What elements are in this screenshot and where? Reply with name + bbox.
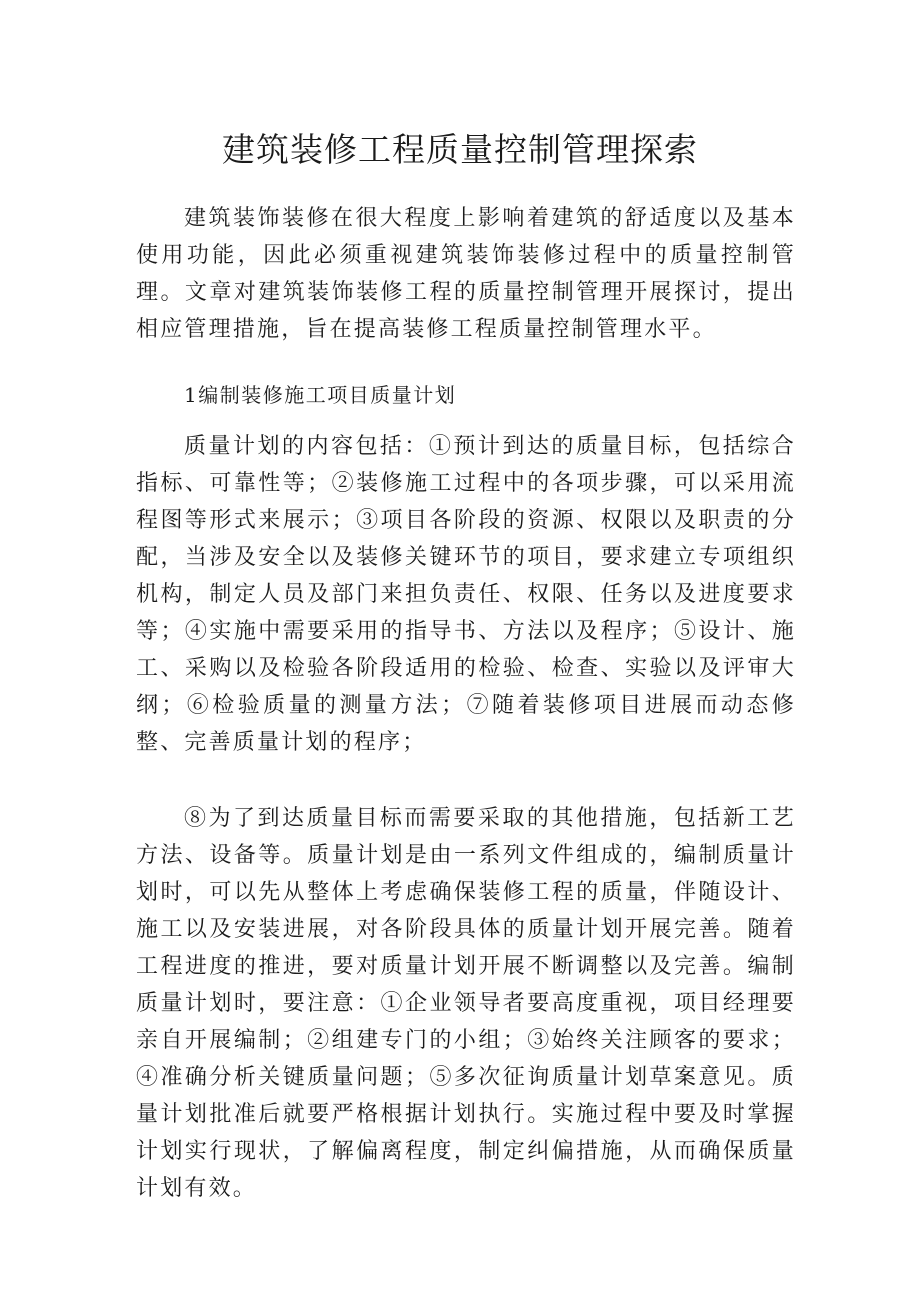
body-paragraph-1: 质量计划的内容包括：①预计到达的质量目标，包括综合指标、可靠性等；②装修施工过程中的各项步骤，可以采用流程图等形式来展示；③项目各阶段的资源、权限以及职责的分配，当涉及安全以及装修关键环节的项目，要求建立专项组织机构，制定人员及部门来担负责任、权限、任务以及进度要求等；④实施中需要采用的指导书、方法以及程序；⑤设计、施工、采购以及检验各阶段适用的检验、检查、实验以及评审大纲；⑥检验质量的测量方法；⑦随着装修项目进展而动态修整、完善质量计划的程序；: [136, 434, 796, 755]
section-heading: 1编制装修施工项目质量计划: [184, 383, 457, 407]
document-title: 建筑装修工程质量控制管理探索: [222, 130, 698, 169]
body-paragraph-2: ⑧为了到达质量目标而需要采取的其他措施，包括新工艺方法、设备等。质量计划是由一系列文件组成的，编制质量计划时，可以先从整体上考虑确保装修工程的质量，伴随设计、施工以及安装进展，对各阶段具体的质量计划开展完善。随着工程进度的推进，要对质量计划开展不断调整以及完善。编制质量计划时，要注意：①企业领导者要高度重视，项目经理要亲自开展编制；②组建专门的小组；③始终关注顾客的要求；④准确分析关键质量问题；⑤多次征询质量计划草案意见。质量计划批准后就要严格根据计划执行。实施过程中要及时掌握计划实行现状，了解偏离程度，制定纠偏措施，从而确保质量计划有效。: [136, 806, 796, 1201]
abstract-paragraph: 建筑装饰装修在很大程度上影响着建筑的舒适度以及基本使用功能，因此必须重视建筑装饰装修过程中的质量控制管理。文章对建筑装饰装修工程的质量控制管理开展探讨，提出相应管理措施，旨在提高装修工程质量控制管理水平。: [136, 206, 796, 342]
